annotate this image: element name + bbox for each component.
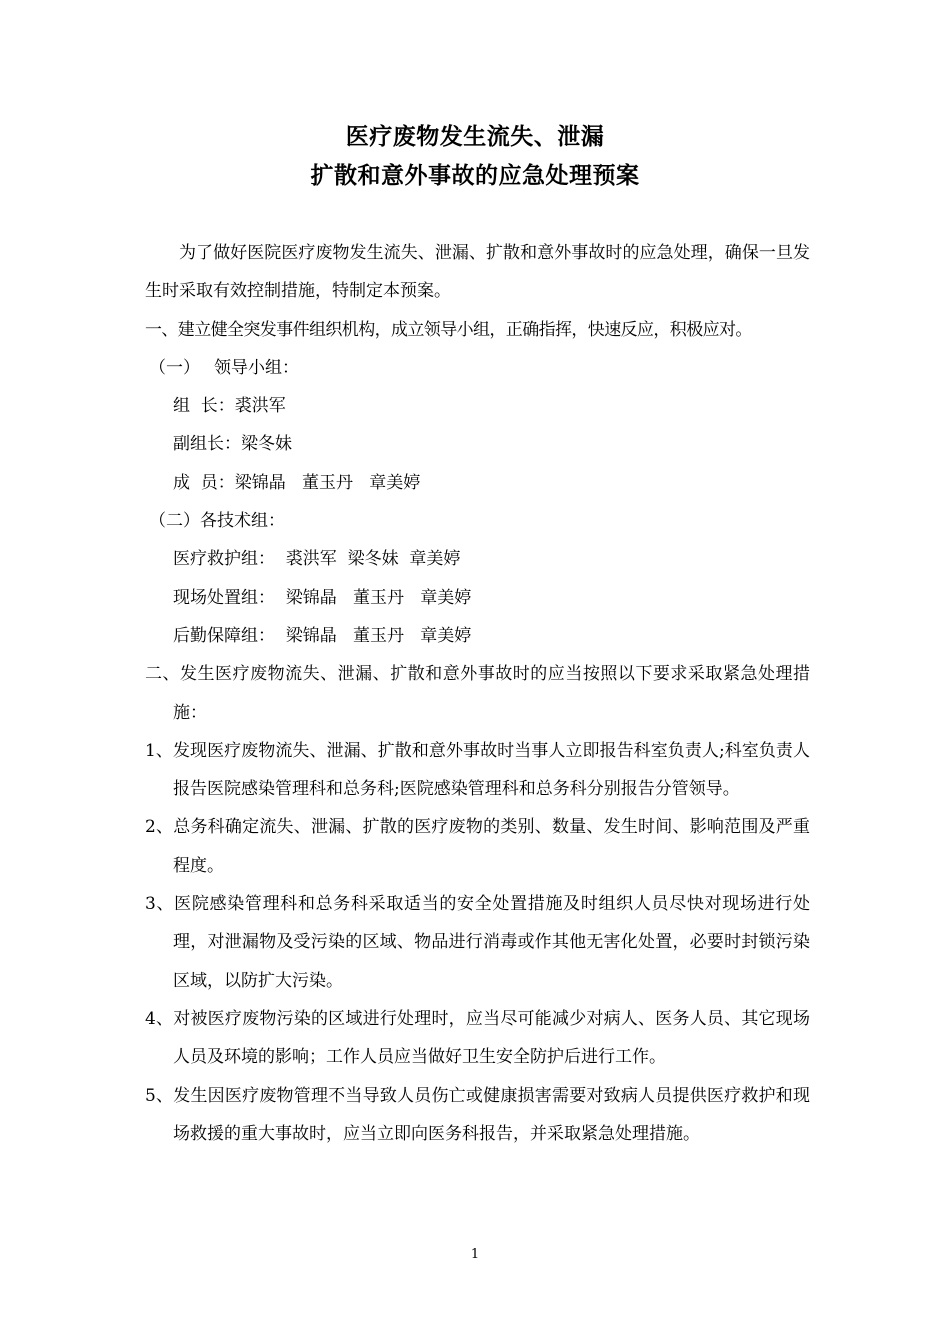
section2-heading: 二、发生医疗废物流失、泄漏、扩散和意外事故时的应当按照以下要求采取紧急处理措施： [145, 664, 810, 723]
list-item-3: 3、医院感染管理科和总务科采取适当的安全处置措施及时组织人员尽快对现场进行处理，对泄漏物及受污染的区域、物品进行消毒或作其他无害化处置，必要时封锁污染区域，以防扩大污染。 [145, 894, 810, 991]
document-title-line1: 医疗废物发生流失、泄漏 [345, 123, 605, 150]
list-item-2: 2、总务科确定流失、泄漏、扩散的医疗废物的类别、数量、发生时间、影响范围及严重程度。 [145, 817, 810, 876]
leadership-group-label [145, 349, 810, 387]
document-body [145, 234, 810, 1153]
list-item-1: 1、发现医疗废物流失、泄漏、扩散和意外事故时当事人立即报告科室负责人;科室负责人报告医院感染管理科和总务科;医院感染管理科和总务科分别报告分管领导。 [145, 740, 810, 800]
group-leader: 组 长：裘洪军 [173, 396, 286, 417]
tech-group-onsite-disposal: 现场处置组： 梁锦晶 董玉丹 章美婷 [173, 587, 472, 608]
leadership-label-number: （一） [149, 357, 200, 378]
list-item-4: 4、对被医疗废物污染的区域进行处理时，应当尽可能减少对病人、医务人员、其它现场人员及环境的影响；工作人员应当做好卫生安全防护后进行工作。 [145, 1008, 810, 1068]
tech-groups-label: （二）各技术组： [149, 511, 285, 532]
section1-heading: 一、建立健全突发事件组织机构，成立领导小组，正确指挥，快速反应，积极应对。 [145, 319, 752, 340]
document-title-line2: 扩散和意外事故的应急处理预案 [310, 162, 640, 189]
leadership-label-text: 领导小组： [214, 357, 299, 378]
tech-group-logistics: 后勤保障组： 梁锦晶 董玉丹 章美婷 [173, 625, 472, 646]
group-members: 成 员：梁锦晶 董玉丹 章美婷 [173, 472, 421, 493]
list-item-5: 5、发生因医疗废物管理不当导致人员伤亡或健康损害需要对致病人员提供医疗救护和现场救援的重大事故时，应当立即向医务科报告，并采取紧急处理措施。 [145, 1085, 810, 1144]
page-number: 1 [470, 1247, 480, 1262]
intro-paragraph: 为了做好医院医疗废物发生流失、泄漏、扩散和意外事故时的应急处理，确保一旦发生时采取有效控制措施，特制定本预案。 [145, 243, 810, 302]
tech-group-medical-rescue: 医疗救护组： 裘洪军 梁冬妹 章美婷 [173, 549, 461, 570]
group-deputy-leader: 副组长：梁冬妹 [173, 434, 292, 455]
